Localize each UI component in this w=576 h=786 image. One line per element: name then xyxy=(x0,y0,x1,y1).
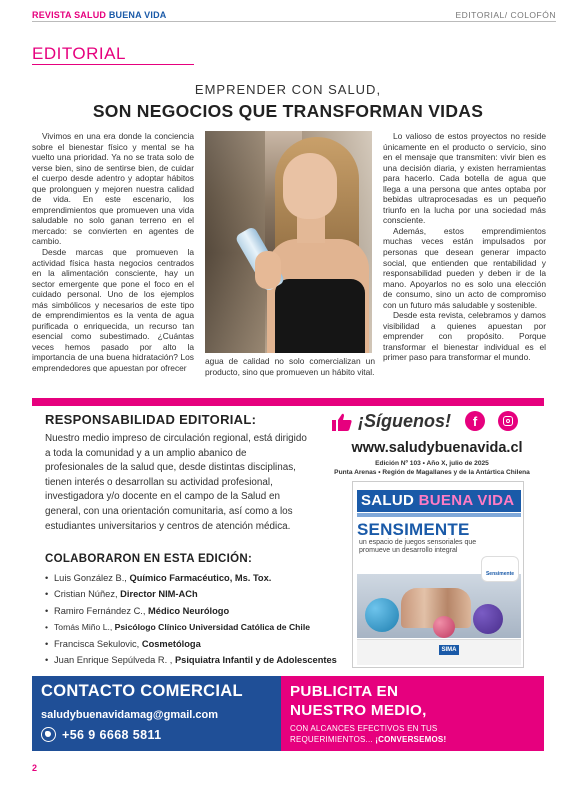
advertise-box xyxy=(281,676,544,751)
contributor-role: Psicólogo Clínico Universidad Católica de Chile xyxy=(114,622,310,633)
cover-logo: Sensimente xyxy=(481,556,519,582)
instagram-icon[interactable] xyxy=(498,411,518,431)
contributor-name: Cristian Núñez, xyxy=(54,589,118,600)
contributor-item: • Juan Enrique Sepúlveda R. , Psiquiatra Infantil y de Adolescentes xyxy=(45,655,337,666)
section-underline xyxy=(32,64,194,65)
article-paragraph: Lo valioso de estos proyectos no reside únicamente en el producto o servicio, sino en el mensaje que transmiten: vivir bien es una decisión diaria, y existen herramientas para hacerlo. Cada botella de agua que llega a una persona que antes optaba por bebidas ultraprocesadas es un pequeño triunfo en la lucha por una sociedad más consciente. xyxy=(383,131,546,226)
follow-us xyxy=(332,411,451,432)
article-paragraph: Desde esta revista, celebramos y damos visibilidad a quienes apuestan por emprender con propósito. Porque transformar el bienestar individual es el primer paso para transformar el mundo. xyxy=(383,310,546,363)
contributor-item: • Ramiro Fernández C., Médico Neurólogo xyxy=(45,605,230,616)
responsibility-title: RESPONSABILIDAD EDITORIAL: xyxy=(45,412,257,427)
contact-phone-row[interactable] xyxy=(41,727,162,742)
brand-name-part2: BUENA VIDA xyxy=(108,9,167,20)
contributor-role: Químico Farmacéutico, Ms. Tox. xyxy=(129,573,272,583)
facebook-icon[interactable]: f xyxy=(465,411,485,431)
whatsapp-icon xyxy=(41,727,56,742)
contributor-role: Médico Neurólogo xyxy=(148,605,230,616)
contact-email[interactable]: saludybuenavidamag@gmail.com xyxy=(41,709,218,721)
brand-name-part1: REVISTA SALUD xyxy=(32,9,107,20)
article-headline: SON NEGOCIOS QUE TRANSFORMAN VIDAS xyxy=(92,101,484,121)
article-paragraph: Desde marcas que promueven la actividad física hasta negocios centrados en la alimentación consciente, hay un sector emergente que pone el foco en el cuidado personal. Uno de los ejemplos más simbólicos y necesarios de este tipo de emprendimientos es la venta de agua purificada o enriquecida, un recurso tan esencial como subestimado. ¿Cuántas veces hemos pasado por alto la importancia de una buena hidratación? Los emprendedores que apuestan por ofrecer xyxy=(32,247,194,374)
advertise-cta: ¡CONVERSEMOS! xyxy=(375,734,447,744)
contributor-item: • Tomás Miño L., Psicólogo Clínico Universidad Católica de Chile xyxy=(45,622,310,633)
contributor-name: Ramiro Fernández C., xyxy=(54,605,146,616)
article-paragraph: Vivimos en una era donde la conciencia sobre el bienestar físico y mental se ha vuelto una prioridad. Ya no se trata solo de verse bien, sino de sentirse bien, de cuidar el cuerpo desde adentro y adoptar hábitos que prolonguen y mejoren nuestra calidad de vida. En este escenario, los emprendimientos que promueven una vida saludable no solo ganan terreno en el mercado: se convierten en agentes de cambio. xyxy=(32,131,194,247)
contributor-role: Director NIM-ACh xyxy=(120,589,198,600)
contact-box xyxy=(32,676,281,751)
section-title: EDITORIAL xyxy=(32,44,126,63)
edition-info: Edición Nº 103 • Año X, julio de 2025 xyxy=(375,460,489,467)
cover-badge: SIMA xyxy=(439,645,459,655)
advertise-title: PUBLICITA EN NUESTRO MEDIO, xyxy=(290,683,427,719)
article-kicker: EMPRENDER CON SALUD, xyxy=(194,82,382,97)
contact-title: CONTACTO COMERCIAL xyxy=(41,682,243,700)
contributor-name: Tomás Miño L., xyxy=(54,622,113,633)
contributor-role: Cosmetóloga xyxy=(141,638,201,649)
cover-subtitle: un espacio de juegos sensoriales que promueve un desarrollo integral xyxy=(359,539,477,554)
like-icon xyxy=(332,413,352,431)
contributor-item: • Luis González B., Químico Farmacéutico, Ms. Tox. xyxy=(45,573,272,583)
article-paragraph: Además, estos emprendimientos muchas veces están impulsados por personas que desean generar impacto social, que entienden que rentabilidad y responsabilidad pueden y deben ir de la mano. Apoyarlos no es solo una elección de consumo, sino un acto de compromiso con un futuro más saludable y sostenible. xyxy=(383,225,546,310)
contributor-name: Luis González B., xyxy=(54,573,127,583)
region-info: Punta Arenas • Región de Magallanes y de la Antártica Chilena xyxy=(334,469,530,476)
cover-masthead: SALUD BUENA VIDA xyxy=(357,490,521,512)
contact-phone: +56 9 6668 5811 xyxy=(62,727,162,742)
pink-divider-bar xyxy=(32,398,544,406)
contributor-name: Juan Enrique Sepúlveda R. , xyxy=(54,655,173,666)
contributors-list xyxy=(45,570,355,668)
top-bar xyxy=(32,8,556,22)
article-column-left xyxy=(32,131,194,374)
contributor-item: • Francisca Sekulovic, Cosmetóloga xyxy=(45,638,201,649)
contributors-title: COLABORARON EN ESTA EDICIÓN: xyxy=(45,553,253,565)
website-link[interactable]: www.saludybuenavida.cl xyxy=(351,440,523,456)
contributor-role: Psiquiatra Infantil y de Adolescentes xyxy=(174,655,337,666)
responsibility-text: Nuestro medio impreso de circulación regional, está dirigido a toda la comunidad y a un amplio abanico de profesionales de la salud que, desde distintas disciplinas, tienen interés o desarrollan su actividad profesional, investigadora y/o docente en el campo de la Salud en general, con una orientación comunitaria, así como a los estudiantes universitarios y centros de atención médica. xyxy=(45,433,307,532)
article-continuation-text: agua de calidad no solo comercializan un producto, sino que promueven un hábito vital. xyxy=(205,356,375,377)
contributor-name: Francisca Sekulovic, xyxy=(54,638,140,649)
advertise-subtitle: CON ALCANCES EFECTIVOS EN TUS REQUERIMIENTOS... ¡CONVERSEMOS! xyxy=(290,724,447,744)
magazine-cover-thumbnail xyxy=(352,481,524,668)
section-tag: EDITORIAL/ COLOFÓN xyxy=(455,9,556,20)
contributor-item: • Cristian Núñez, Director NIM-ACh xyxy=(45,589,198,600)
woman-drinking-water-photo xyxy=(205,131,372,353)
follow-label: ¡Síguenos! xyxy=(358,411,451,431)
article-column-right xyxy=(383,131,546,363)
brand-logo xyxy=(32,10,166,20)
page-number: 2 xyxy=(32,763,38,773)
cover-title: SENSIMENTE xyxy=(357,520,470,539)
